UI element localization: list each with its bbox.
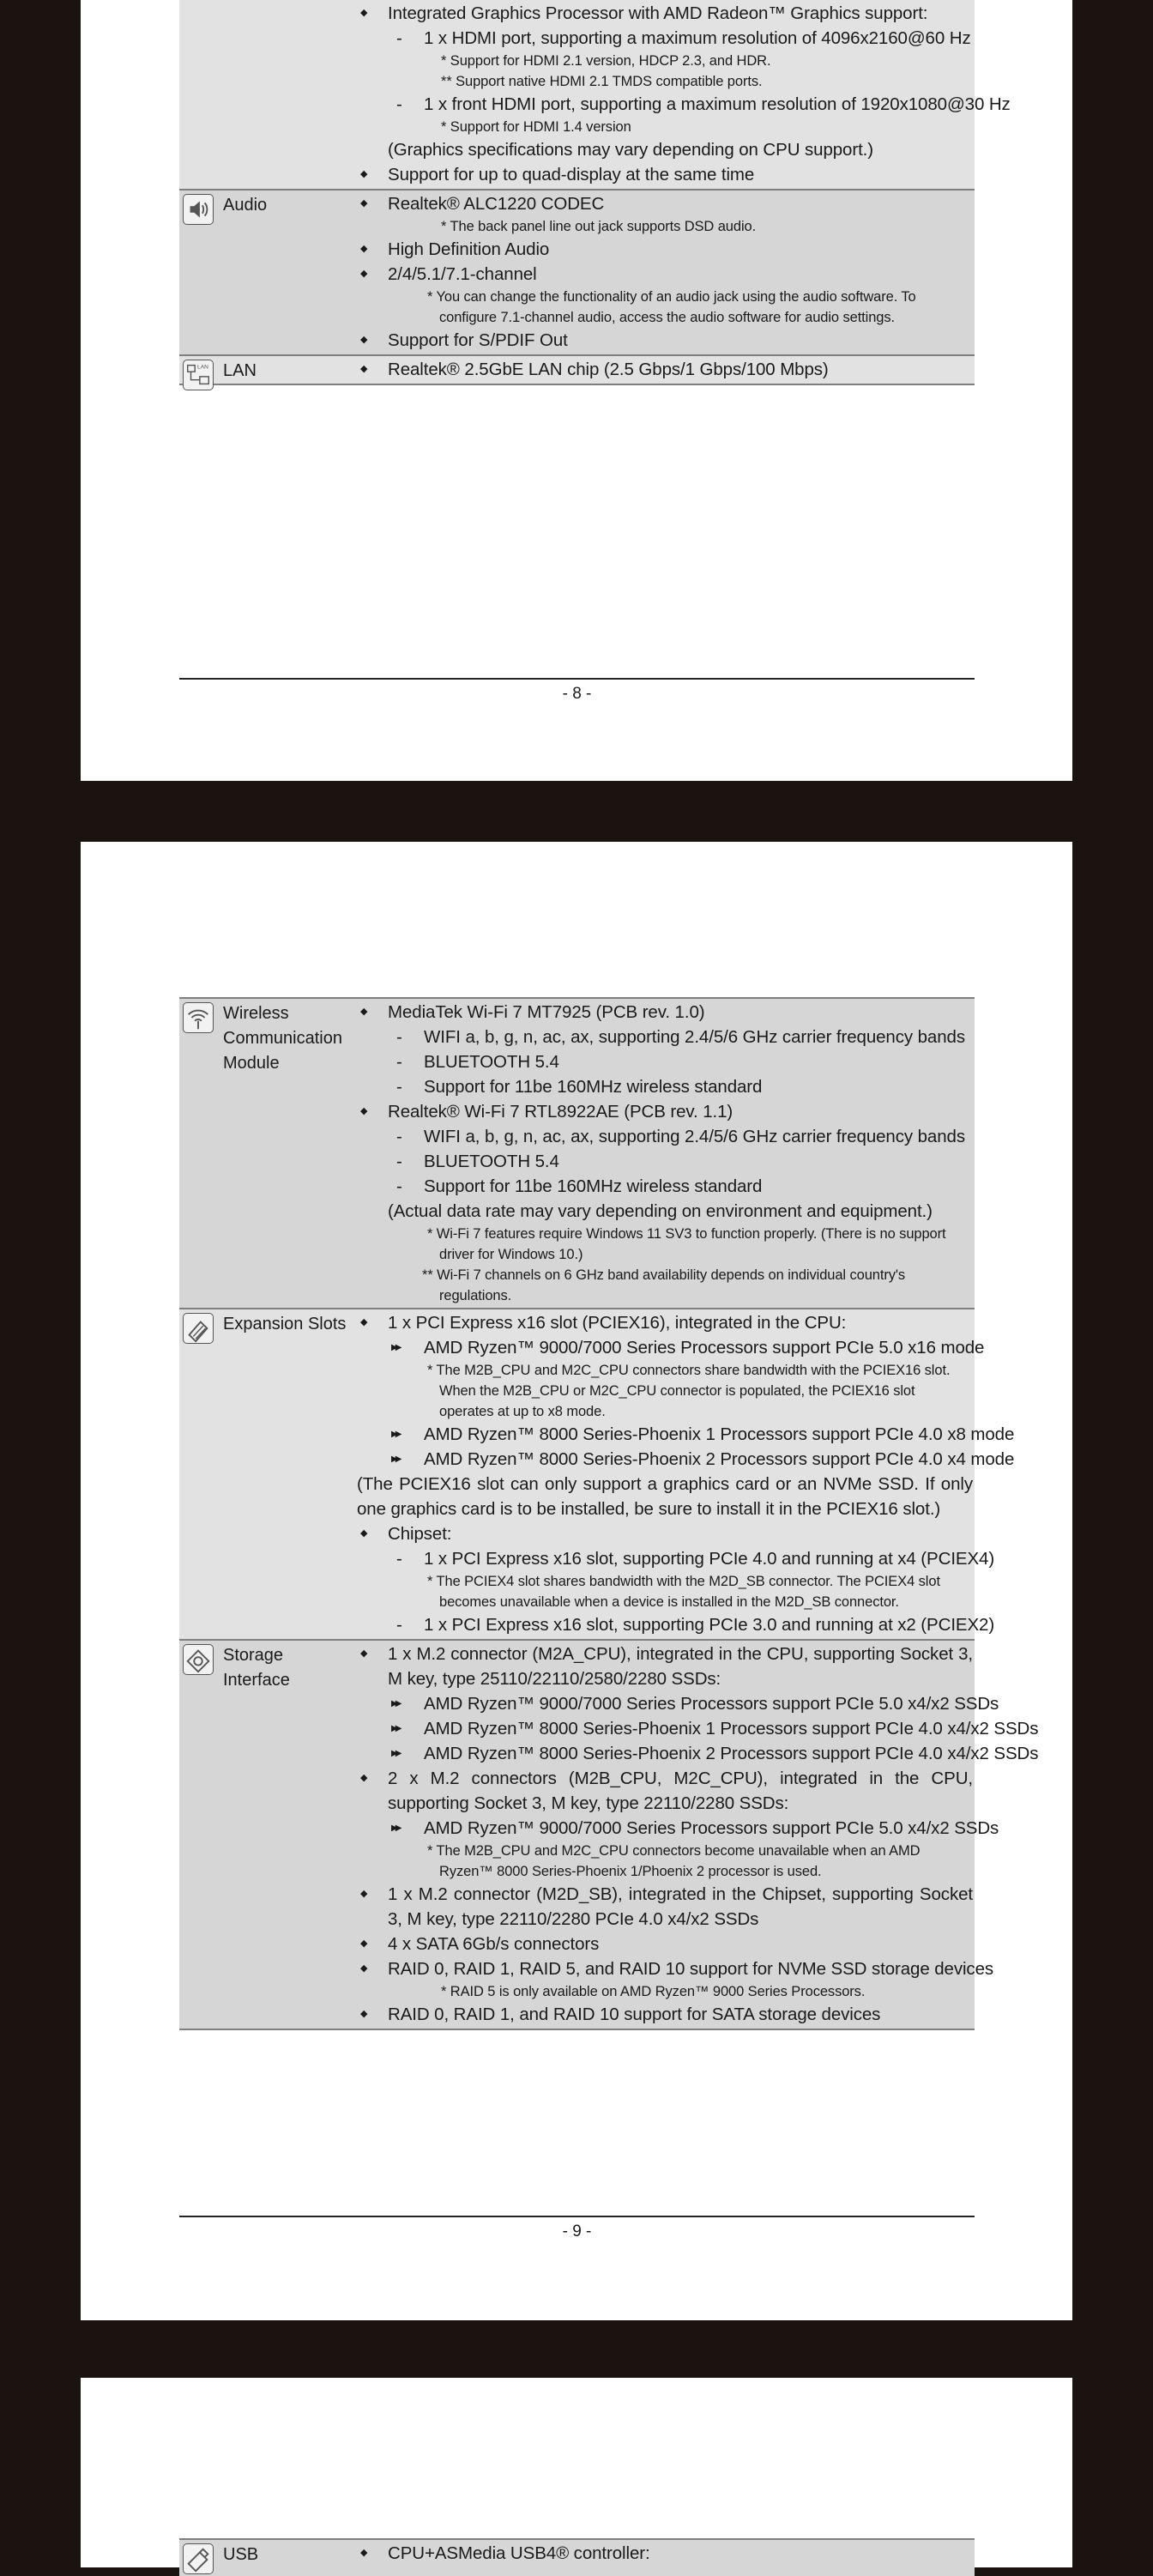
spec-dash-item: - Support for 11be 160MHz wireless standard — [357, 1174, 975, 1199]
spec-bullet: ◆ 2 x M.2 connectors (M2B_CPU, M2C_CPU), integrated in the CPU, supporting Socket 3, M key, type 22110/2280 SSDs: — [357, 1766, 975, 1816]
spec-note: * The PCIEX4 slot shares bandwidth with the M2D_SB connector. The PCIEX4 slot becomes unavailable when a device is installed in the M2D_SB connector. — [427, 1574, 940, 1610]
spec-table — [179, 0, 1011, 385]
spec-bullet: ◆ 1 x M.2 connector (M2A_CPU), integrated in the CPU, supporting Socket 3, M key, type 25110/22110/2580/2280 SSDs: — [357, 1642, 975, 1691]
manual-page-10 — [81, 2378, 1072, 2567]
spec-note: * The back panel line out jack supports DSD audio. — [441, 219, 757, 234]
storage-drive-icon — [183, 1644, 214, 1675]
spec-bullet: ◆ Realtek® Wi-Fi 7 RTL8922AE (PCB rev. 1.1) — [357, 1099, 975, 1124]
spec-bullet: ◆ MediaTek Wi-Fi 7 MT7925 (PCB rev. 1.0) — [357, 1000, 975, 1025]
spec-arrow-item: ▶▶ AMD Ryzen™ 8000 Series-Phoenix 1 Processors support PCIe 4.0 x8 mode — [357, 1422, 975, 1447]
spec-bullet: ◆ Realtek® ALC1220 CODEC — [357, 191, 975, 216]
expansion-card-icon — [183, 1313, 214, 1344]
storage-section — [179, 1639, 1039, 2030]
spec-table — [179, 997, 1039, 2030]
spec-bullet: ◆ High Definition Audio — [357, 237, 975, 262]
page-number: - 9 - — [562, 2222, 592, 2240]
spec-bullet: ◆ Integrated Graphics Processor with AMD Radeon™ Graphics support: — [357, 1, 975, 26]
spec-note: * The M2B_CPU and M2C_CPU connectors share bandwidth with the PCIEX16 slot. When the M2B_CPU or M2C_CPU connector is populated, the PCIEX16 slot operates at up to x8 mode. — [427, 1363, 951, 1419]
spec-bullet: ◆ 2/4/5.1/7.1-channel — [357, 262, 975, 287]
spec-dash-item: - 1 x HDMI port, supporting a maximum resolution of 4096x2160@60 Hz — [357, 26, 975, 51]
spec-dash-item: - Support for 11be 160MHz wireless standard — [357, 1074, 975, 1099]
spec-note: * Support for HDMI 2.1 version, HDCP 2.3, and HDR. — [441, 53, 771, 69]
spec-paragraph: (Graphics specifications may vary depending on CPU support.) — [388, 140, 873, 160]
spec-dash-item: - 1 x PCI Express x16 slot, supporting PCIe 3.0 and running at x2 (PCIEX2) — [357, 1612, 975, 1637]
spec-note: * You can change the functionality of an audio jack using the audio software. To configure 7.1-channel audio, access the audio software for audio settings. — [427, 289, 916, 325]
spec-dash-item: - WIFI a, b, g, n, ac, ax, supporting 2.4/5/6 GHz carrier frequency bands — [357, 1124, 975, 1149]
spec-note: ** Support native HDMI 2.1 TMDS compatible ports. — [441, 74, 763, 89]
spec-note: * The M2B_CPU and M2C_CPU connectors become unavailable when an AMD Ryzen™ 8000 Series-Phoenix 1/Phoenix 2 processor is used. — [427, 1843, 921, 1879]
spec-arrow-item: ▶▶ AMD Ryzen™ 8000 Series-Phoenix 2 Processors support PCIe 4.0 x4 mode — [357, 1447, 975, 1472]
spec-table — [179, 2538, 975, 2576]
page-number: - 8 - — [562, 685, 592, 703]
svg-text:LAN: LAN — [197, 364, 208, 371]
spec-arrow-item: ▶▶ AMD Ryzen™ 9000/7000 Series Processors support PCIe 5.0 x16 mode — [357, 1335, 975, 1360]
spec-dash-item: - BLUETOOTH 5.4 — [357, 1049, 975, 1074]
spec-bullet: ◆ 1 x PCI Express x16 slot (PCIEX16), integrated in the CPU: — [357, 1310, 975, 1335]
wireless-section — [179, 997, 975, 1308]
spec-bullet: ◆ 1 x M.2 connector (M2D_SB), integrated in the Chipset, supporting Socket 3, M key, type 22110/2280 PCIe 4.0 x4/x2 SSDs — [357, 1882, 975, 1932]
spec-bullet: ◆ CPU+ASMedia USB4® controller: — [357, 2541, 975, 2566]
spec-arrow-item: ▶▶ AMD Ryzen™ 9000/7000 Series Processors support PCIe 5.0 x4/x2 SSDs — [357, 1691, 975, 1716]
spec-dash-item: - 1 x front HDMI port, supporting a maximum resolution of 1920x1080@30 Hz — [357, 92, 975, 117]
section-title: Expansion Slots — [223, 1315, 347, 1333]
spec-note: * RAID 5 is only available on AMD Ryzen™ 9000 Series Processors. — [441, 1984, 866, 1999]
section-title: Audio — [223, 196, 268, 215]
manual-page-8 — [81, 0, 1072, 781]
footer-rule — [179, 678, 975, 680]
expansion-section — [179, 1308, 1015, 1639]
usb-section — [179, 2538, 975, 2576]
spec-bullet: ◆ Chipset: — [357, 1521, 975, 1546]
spec-dash-item: - BLUETOOTH 5.4 — [357, 1149, 975, 1174]
spec-bullet: ◆ RAID 0, RAID 1, and RAID 10 support for SATA storage devices — [357, 2002, 975, 2027]
graphics-section — [179, 0, 1011, 189]
spec-bullet: ◆ 4 x SATA 6Gb/s connectors — [357, 1932, 975, 1956]
lan-icon — [183, 360, 214, 390]
spec-arrow-item: ▶▶ AMD Ryzen™ 8000 Series-Phoenix 1 Processors support PCIe 4.0 x4/x2 SSDs — [357, 1716, 975, 1741]
audio-section — [179, 189, 975, 354]
lan-section — [179, 354, 975, 385]
spec-arrow-item: ▶▶ AMD Ryzen™ 9000/7000 Series Processors support PCIe 5.0 x4/x2 SSDs — [357, 1816, 975, 1841]
section-title: Storage Interface — [223, 1646, 290, 1690]
section-title: Wireless Communication Module — [223, 1004, 342, 1073]
spec-dash-item: - 1 x PCI Express x16 slot, supporting PCIe 4.0 and running at x4 (PCIEX4) — [357, 1546, 975, 1571]
footer-rule — [179, 2216, 975, 2217]
spec-bullet: ◆ Support for up to quad-display at the same time — [357, 162, 975, 187]
spec-note: ** Wi-Fi 7 channels on 6 GHz band availability depends on individual country's regulations. — [422, 1267, 906, 1303]
spec-bullet: ◆ RAID 0, RAID 1, RAID 5, and RAID 10 support for NVMe SSD storage devices — [357, 1956, 975, 1981]
spec-arrow-item: ▶▶ AMD Ryzen™ 8000 Series-Phoenix 2 Processors support PCIe 4.0 x4/x2 SSDs — [357, 1741, 975, 1766]
usb-icon — [183, 2543, 214, 2574]
spec-bullet: ◆ Support for S/PDIF Out — [357, 328, 975, 353]
section-title: USB — [223, 2545, 259, 2564]
speaker-icon — [183, 194, 214, 225]
manual-page-9 — [81, 842, 1072, 2320]
spec-dash-item: - WIFI a, b, g, n, ac, ax, supporting 2.4/5/6 GHz carrier frequency bands — [357, 1025, 975, 1049]
wifi-icon — [183, 1002, 214, 1033]
spec-note: * Support for HDMI 1.4 version — [441, 119, 631, 135]
spec-bullet: ◆ Realtek® 2.5GbE LAN chip (2.5 Gbps/1 Gbps/100 Mbps) — [357, 357, 975, 382]
spec-paragraph: (Actual data rate may vary depending on environment and equipment.) — [388, 1201, 933, 1221]
spec-paragraph: (The PCIEX16 slot can only support a graphics card or an NVMe SSD. If only one graphics card is to be installed, be sure to install it in the PCIEX16 slot.) — [357, 1474, 973, 1519]
spec-note: * Wi-Fi 7 features require Windows 11 SV3 to function properly. (There is no support driver for Windows 10.) — [427, 1226, 946, 1262]
section-title: LAN — [223, 361, 257, 380]
